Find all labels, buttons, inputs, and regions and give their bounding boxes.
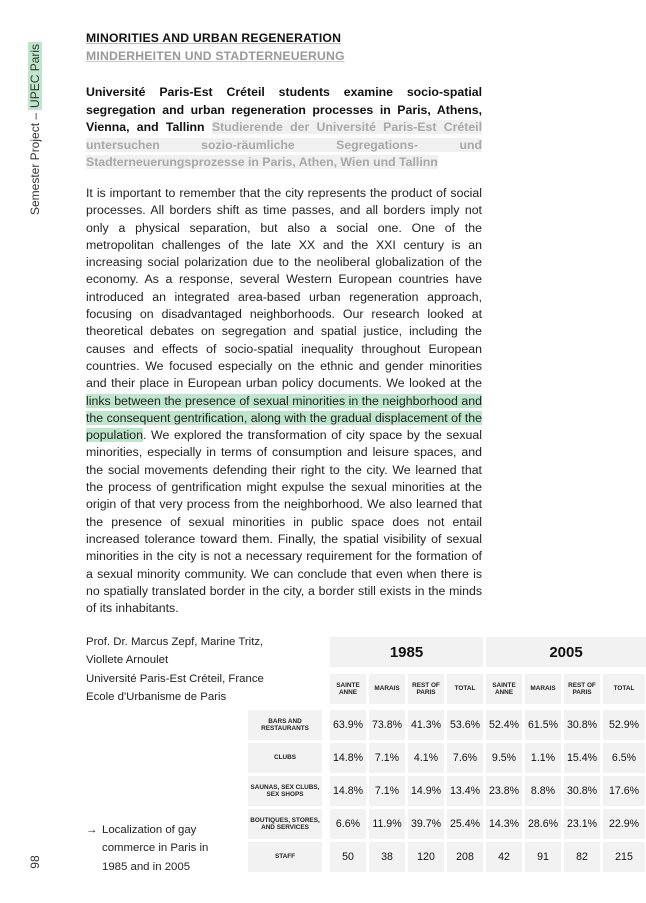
table-cell: 30.8% xyxy=(564,710,600,740)
body-text xyxy=(86,185,482,617)
column-header: TOTAL xyxy=(447,674,483,704)
column-header: MARAIS xyxy=(369,674,405,704)
table-cell: 39.7% xyxy=(408,809,444,839)
figure-caption xyxy=(86,821,246,876)
sidebar-label xyxy=(0,43,75,215)
column-header: SAINTE ANNE xyxy=(486,674,522,704)
row-header: CLUBS xyxy=(248,743,322,773)
table-cell: 11.9% xyxy=(369,809,405,839)
credits xyxy=(86,633,286,706)
row-header: BOUTIQUES, STORES, AND SERVICES xyxy=(248,809,322,839)
table-cell: 41.3% xyxy=(408,710,444,740)
page-title: MINORITIES AND URBAN REGENERATION xyxy=(86,31,342,45)
year-header: 1985 xyxy=(330,637,483,667)
column-header: TOTAL xyxy=(603,674,645,704)
table-cell: 61.5% xyxy=(525,710,561,740)
arrow-right-icon: → xyxy=(86,824,98,836)
table-cell: 14.8% xyxy=(330,776,366,806)
credits-line: Ecole d'Urbanisme de Paris xyxy=(86,690,227,703)
table-cell: 15.4% xyxy=(564,743,600,773)
table-cell: 28.6% xyxy=(525,809,561,839)
year-header: 2005 xyxy=(486,637,646,667)
table-cell: 14.8% xyxy=(330,743,366,773)
body-text-highlight: links between the presence of sexual minorities in the neighborhood and the consequent gentrification, along with the gradual displacement of the population xyxy=(86,393,482,443)
table-cell: 38 xyxy=(369,842,405,872)
intro-german: Studierende der Université Paris-Est Créteil untersuchen sozio-räumliche Segregations- und Stadterneuerungsprozesse in Paris, Athen, Wien und Tallinn xyxy=(86,120,482,170)
body-text-end: . We explored the transformation of city space by the sexual minorities, especially in terms of consumption and leisure spaces, and the social movements defending their right to the city. We learned that the process of gentrification might expulse the sexual minorities at the origin of that very process from the neighborhood. We also learned that the presence of sexual minorities in public space does not entail increased tolerance toward them. Finally, the spatial visibility of sexual minorities in the city is not a necessary requirement for the formation of a sexual minority community. We can conclude that even when there is no spatially translated border in the city, a border still exists in the minds of its inhabitants. xyxy=(86,428,482,616)
table-cell: 22.9% xyxy=(603,809,645,839)
column-header: MARAIS xyxy=(525,674,561,704)
credits-line: Université Paris-Est Créteil, France xyxy=(86,672,264,685)
table-cell: 23.8% xyxy=(486,776,522,806)
upec-paris-label: UPEC Paris xyxy=(28,43,42,108)
row-header: BARS AND RESTAURANTS xyxy=(248,710,322,740)
intro-english: Université Paris-Est Créteil students examine socio-spatial segregation and urban regeneration processes in Paris, Athens, Vienna, and Tallinn xyxy=(86,85,482,135)
table-cell: 6.5% xyxy=(603,743,645,773)
table-cell: 215 xyxy=(603,842,645,872)
table-cell: 6.6% xyxy=(330,809,366,839)
table-cell: 23.1% xyxy=(564,809,600,839)
table-cell: 4.1% xyxy=(408,743,444,773)
table-cell: 120 xyxy=(408,842,444,872)
table-cell: 50 xyxy=(330,842,366,872)
table-cell: 30.8% xyxy=(564,776,600,806)
column-header: SAINTE ANNE xyxy=(330,674,366,704)
table-cell: 82 xyxy=(564,842,600,872)
table-cell: 52.9% xyxy=(603,710,645,740)
table-cell: 1.1% xyxy=(525,743,561,773)
table-cell: 7.6% xyxy=(447,743,483,773)
table-cell: 14.9% xyxy=(408,776,444,806)
table-cell: 7.1% xyxy=(369,743,405,773)
page-number: 98 xyxy=(28,855,42,869)
table-cell: 53.6% xyxy=(447,710,483,740)
credits-line: Viollete Arnoulet xyxy=(86,654,169,667)
body-text-start: It is important to remember that the city represents the product of social processes. All borders shift as time passes, and all borders imply not only a physical separation, but also a social one. One of the metropolitan challenges of the late XX and the XXI century is an increasing social polarization due to the neoliberal globalization of the economy. As a response, several Western European countries have introduced an integrated area-based urban regeneration approach, focusing on disadvantaged neighborhoods. Our research looked at theoretical debates on segregation and spatial justice, including the causes and effects of socio-spatial inequality throughout European countries. We focused especially on the ethnic and gender minorities and their place in European urban policy documents. We looked at the xyxy=(86,186,482,391)
table-cell: 73.8% xyxy=(369,710,405,740)
table-cell: 25.4% xyxy=(447,809,483,839)
intro-paragraph xyxy=(86,84,482,172)
table-cell: 7.1% xyxy=(369,776,405,806)
page-subtitle: MINDERHEITEN UND STADTERNEUERUNG xyxy=(86,49,345,63)
column-header: REST OF PARIS xyxy=(408,674,444,704)
table-cell: 13.4% xyxy=(447,776,483,806)
column-header: REST OF PARIS xyxy=(564,674,600,704)
table-cell: 63.9% xyxy=(330,710,366,740)
row-header: SAUNAS, SEX CLUBS, SEX SHOPS xyxy=(248,776,322,806)
table-cell: 208 xyxy=(447,842,483,872)
table-cell: 8.8% xyxy=(525,776,561,806)
table-cell: 14.3% xyxy=(486,809,522,839)
credits-line: Prof. Dr. Marcus Zepf, Marine Tritz, xyxy=(86,636,264,648)
table-cell: 9.5% xyxy=(486,743,522,773)
table-cell: 42 xyxy=(486,842,522,872)
semester-project-label: Semester Project – xyxy=(28,112,42,215)
row-header: STAFF xyxy=(248,842,322,872)
table-cell: 17.6% xyxy=(603,776,645,806)
table-cell: 91 xyxy=(525,842,561,872)
table-cell: 52.4% xyxy=(486,710,522,740)
caption-text: Localization of gay commerce in Paris in 1985 and in 2005 xyxy=(102,824,209,873)
